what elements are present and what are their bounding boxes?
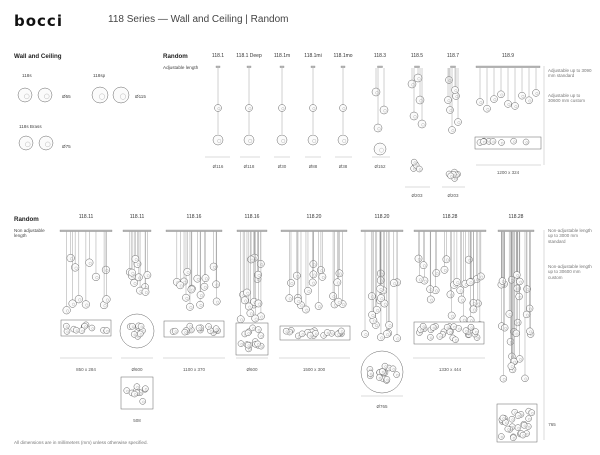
wall-118sbrass-label: 118s Brass <box>19 124 42 129</box>
random-fixed-sub: Non adjustable length <box>14 228 45 239</box>
canopy <box>247 66 251 68</box>
dimension: 1100 x 370 <box>183 367 205 372</box>
ceiling-canopy <box>361 230 403 232</box>
dimension: Ø765 <box>376 404 388 409</box>
wall-sconce-side <box>18 88 32 102</box>
dimension: Ø152 <box>374 164 386 169</box>
model-label: 118.7 <box>446 53 460 59</box>
ceiling-canopy <box>60 230 112 232</box>
random-fixed-heading: Random <box>14 216 39 223</box>
adjustable-note-standard: Adjustable up to 3090 mm standard <box>548 68 592 79</box>
wall-118sp-label: 118sp <box>93 73 106 78</box>
model-label: 118.1 Deep <box>236 53 262 59</box>
page-title: 118 Series — Wall and Ceiling | Random <box>108 14 289 25</box>
wall-118s-label: 118s <box>22 73 32 78</box>
dimension: 765 <box>548 422 556 427</box>
model-label: 118.28 <box>508 214 524 220</box>
model-label: 118.16 <box>186 214 202 220</box>
adjustable-note-custom: Adjustable up to 30600 mm custom <box>548 93 586 104</box>
wall-118sp-dim: Ø115 <box>135 94 146 99</box>
canopy <box>311 66 315 68</box>
dimension: Ø38 <box>338 164 348 169</box>
dimension: 1200 x 324 <box>496 170 520 175</box>
canopy <box>451 66 456 68</box>
model-label: 118.1 <box>211 53 225 59</box>
dimension: Ø30 <box>277 164 287 169</box>
canopy <box>415 66 420 68</box>
model-label: 118.11 <box>78 214 94 220</box>
dimension: 850 x 284 <box>76 367 96 372</box>
wall-pendant-front <box>113 87 129 103</box>
dimension: Ø88 <box>308 164 318 169</box>
ceiling-canopy <box>237 230 267 232</box>
model-label: 118.9 <box>501 53 515 59</box>
ceiling-canopy <box>414 230 486 232</box>
canopy <box>378 66 383 68</box>
model-label: 118.3 <box>373 53 387 59</box>
ceiling-canopy <box>498 230 534 232</box>
wall-pendant-side <box>92 87 108 103</box>
ceiling-canopy <box>281 230 347 232</box>
brass-sconce-front <box>39 136 53 150</box>
wall-sconce-front <box>38 88 52 102</box>
canopy <box>280 66 284 68</box>
dimension: Ø600 <box>131 367 143 372</box>
bocci-logo: bocci <box>14 12 63 30</box>
canopy <box>476 66 540 68</box>
dimension: 1330 x 444 <box>438 367 462 372</box>
model-label: 118.16 <box>244 214 260 220</box>
model-label: 118.28 <box>442 214 458 220</box>
model-label: 118.1mi <box>304 53 322 59</box>
brass-sconce-side <box>19 136 33 150</box>
wall-118s-dim: Ø55 <box>62 94 71 99</box>
model-label: 118.20 <box>374 214 390 220</box>
random-adjustable-sub: Adjustable length <box>163 65 199 70</box>
wall-118sbrass-dim: Ø75 <box>62 144 71 149</box>
dimension: 508 <box>133 418 141 423</box>
footer-note: All dimensions are in millimeters (mm) unless otherwise specified. <box>14 440 148 445</box>
dimension: 1500 x 300 <box>302 367 326 372</box>
dimension: Ø600 <box>246 367 258 372</box>
model-label: 118.20 <box>306 214 322 220</box>
dimension: Ø118 <box>243 164 255 169</box>
dimension: Ø203 <box>447 193 459 198</box>
wall-heading: Wall and Ceiling <box>14 53 62 60</box>
dimension: Ø116 <box>212 164 224 169</box>
model-label: 118.5 <box>410 53 424 59</box>
random-adjustable-heading: Random <box>163 53 188 60</box>
ceiling-canopy <box>166 230 222 232</box>
fixed-note-standard: Non-adjustable length up to 3000 mm standard <box>548 228 592 244</box>
canopy <box>341 66 345 68</box>
model-label: 118.1m <box>273 53 291 59</box>
dimension: Ø203 <box>411 193 423 198</box>
model-label: 118.11 <box>129 214 145 220</box>
ceiling-canopy <box>123 230 151 232</box>
fixed-note-custom: Non-adjustable length up to 30600 mm custom <box>548 264 592 280</box>
canopy <box>216 66 220 68</box>
model-label: 118.1mo <box>333 53 353 59</box>
